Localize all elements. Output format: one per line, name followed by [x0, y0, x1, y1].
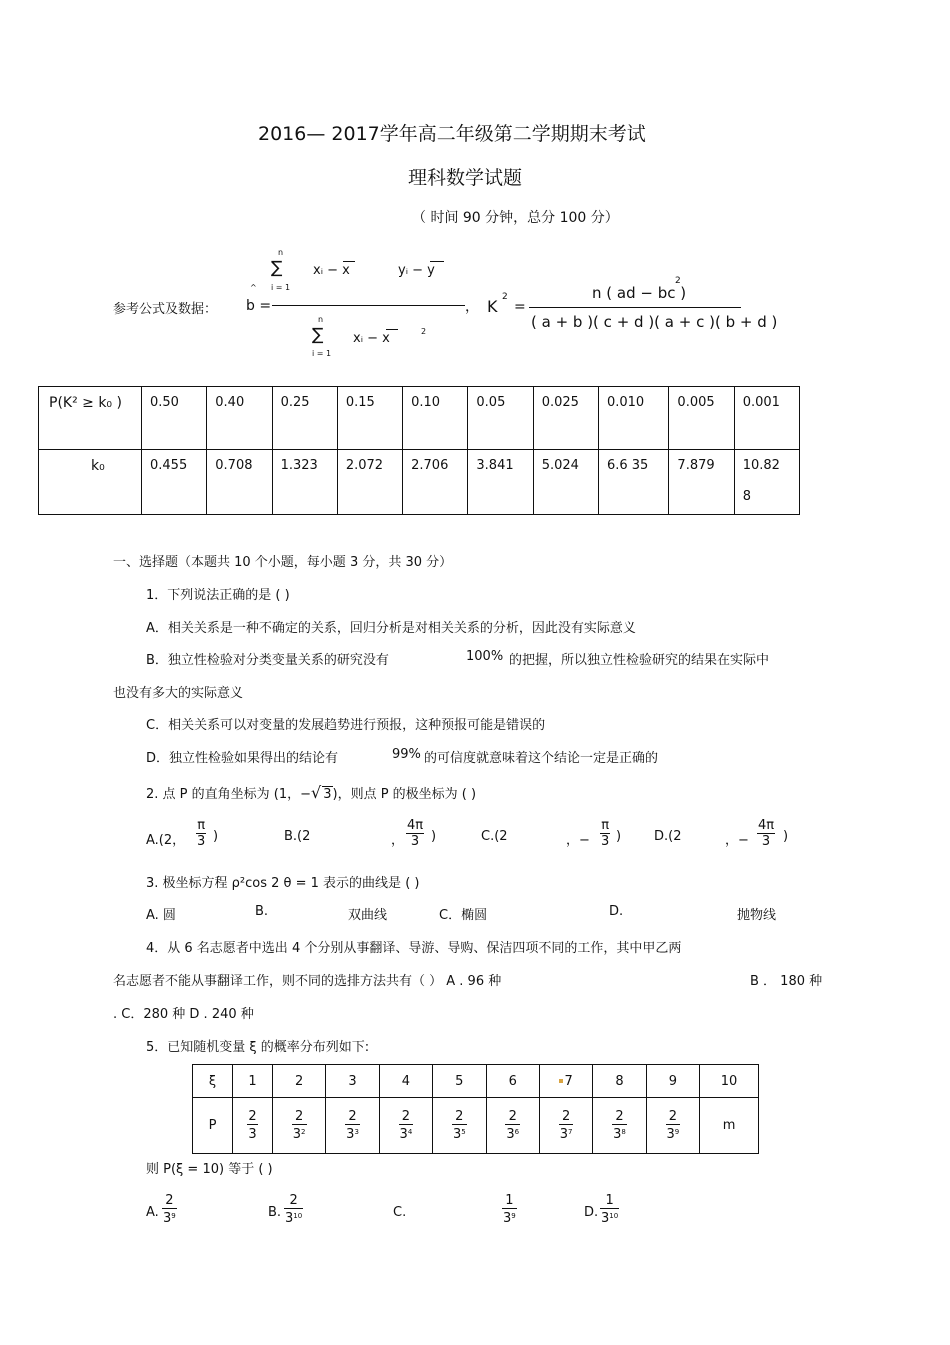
- q3-option-c: C．椭圆: [439, 908, 488, 923]
- b-hat-lhs: b =: [246, 298, 272, 314]
- k-last-value: 10.82: [742, 458, 780, 473]
- q2-option-a: A.(2，: [146, 833, 186, 848]
- exam-title: 2016— 2017学年高二年级第二学期期末考试: [258, 123, 646, 145]
- numerator-y-term: yᵢ − y: [398, 263, 435, 278]
- xi-cell: 10: [700, 1065, 759, 1098]
- xi-cell: 1: [233, 1065, 273, 1098]
- p-cell: 0.025: [533, 387, 598, 450]
- k-cell: 0.455: [142, 450, 207, 515]
- q2-a-close: ): [213, 829, 219, 844]
- den-sum-sign: ∑: [312, 325, 324, 345]
- sum-upper: n: [278, 248, 284, 257]
- q1-option-a: A．相关关系是一种不确定的关系，回归分析是对相关关系的分析，因此没有实际意义: [146, 621, 636, 636]
- q3-option-d: D.: [609, 904, 624, 919]
- k-cell: 7.879: [669, 450, 734, 515]
- denominator-x-term: xᵢ − x: [353, 331, 390, 346]
- marker-dot: [559, 1079, 563, 1083]
- p-cell: 0.010: [598, 387, 668, 450]
- q3-option-b: B.: [255, 904, 269, 919]
- q2-c-close: ): [616, 829, 622, 844]
- q5-question: 则 P(ξ = 10) 等于 ( ): [146, 1162, 273, 1177]
- p-prob-cell: $\frac{2}{3}$: [233, 1098, 273, 1154]
- q2-a-fraction: $\frac{\pi}{3}$: [197, 818, 206, 849]
- q5-b-fraction: $\frac{2}{3^{10}}$: [285, 1193, 303, 1226]
- q1-option-d-percent: 99%: [392, 747, 421, 762]
- critical-value-table: [38, 386, 800, 515]
- q5-option-a: A.: [146, 1205, 159, 1220]
- q3-option-a: A. 圆: [146, 908, 176, 923]
- q4-line3: . C．280 种 D . 240 种: [113, 1007, 254, 1022]
- formula-comma: ，: [465, 299, 479, 315]
- q2-b-comma: ，: [391, 833, 405, 848]
- k-cell-last: [734, 450, 799, 515]
- numerator-x-term: xᵢ − x: [313, 263, 350, 278]
- q1-option-b-cont: 的把握，所以独立性检验研究的结果在实际中: [509, 653, 770, 668]
- q2-option-b: B.(2: [284, 829, 311, 844]
- time-note: （ 时间 90 分钟，总分 100 分）: [412, 210, 619, 226]
- xi-cell: 5: [433, 1065, 486, 1098]
- q1-option-b: B．独立性检验对分类变量关系的研究没有: [146, 653, 389, 668]
- k2-exponent: 2: [502, 292, 508, 302]
- q1-option-d-cont: 的可信度就意味着这个结论一定是正确的: [424, 751, 659, 766]
- k-cell: 2.072: [337, 450, 402, 515]
- k2-equals: =: [514, 299, 526, 315]
- q2-d-comma: ，−: [725, 833, 749, 848]
- q5-option-b: B.: [268, 1205, 282, 1220]
- q3-stem: 3. 极坐标方程 ρ²cos 2 θ = 1 表示的曲线是 ( ): [146, 876, 420, 891]
- p-prob-cell-last: m: [700, 1098, 759, 1154]
- p-cell: 0.50: [142, 387, 207, 450]
- k-last-value-wrap: 8: [742, 489, 751, 504]
- xi-cell: 8: [593, 1065, 646, 1098]
- p-prob-cell: $\frac{2}{3^6}$: [486, 1098, 539, 1154]
- p-prob-cell: $\frac{2}{3^2}$: [272, 1098, 325, 1154]
- p-prob-cell: $\frac{2}{3^7}$: [539, 1098, 592, 1154]
- xi-header: ξ: [193, 1065, 233, 1098]
- q2-sqrt-value: 3: [323, 787, 332, 802]
- section-heading: 一、选择题（本题共 10 个小题，每小题 3 分，共 30 分）: [113, 555, 453, 570]
- p-prob-cell: $\frac{2}{3^3}$: [326, 1098, 379, 1154]
- q2-c-comma: ，−: [566, 833, 590, 848]
- q3-option-d-text: 抛物线: [737, 908, 777, 923]
- p-cell: 0.40: [207, 387, 272, 450]
- k-cell: 3.841: [468, 450, 533, 515]
- xi-cell: 4: [379, 1065, 432, 1098]
- p-cell: 0.05: [468, 387, 533, 450]
- k2-numerator: n ( ad − bc ): [592, 284, 687, 302]
- den-sum-upper: n: [318, 315, 324, 324]
- b-hat-mark: ^: [250, 283, 257, 292]
- q4-line2: 名志愿者不能从事翻译工作，则不同的选排方法共有（ ） A . 96 种: [113, 974, 502, 989]
- xi-cell: 3: [326, 1065, 379, 1098]
- b-fraction-bar: [272, 305, 465, 306]
- q2-b-fraction: $\frac{4\pi}{3}$: [407, 818, 424, 849]
- p-prob-cell: $\frac{2}{3^5}$: [433, 1098, 486, 1154]
- q2-stem-part2: )，则点 P 的极坐标为 ( ): [332, 787, 477, 802]
- k2-denominator: ( a + b )( c + d )( a + c )( b + d ): [531, 313, 778, 331]
- q1-stem: 1．下列说法正确的是 ( ): [146, 588, 290, 603]
- k-cell: 2.706: [403, 450, 468, 515]
- p-prob-cell: $\frac{2}{3^9}$: [646, 1098, 699, 1154]
- q1-option-b-wrap: 也没有多大的实际意义: [113, 686, 244, 701]
- q2-stem: 2. 点 P 的直角坐标为 (1，−√ 3)，则点 P 的极坐标为 ( ): [146, 783, 477, 802]
- k-cell: 5.024: [533, 450, 598, 515]
- sum-lower: i = 1: [271, 283, 291, 292]
- q2-d-fraction: $\frac{4\pi}{3}$: [758, 818, 775, 849]
- k-cell: 0.708: [207, 450, 272, 515]
- q2-option-c: C.(2: [481, 829, 508, 844]
- formula-label: 参考公式及数据：: [113, 302, 218, 317]
- y-bar: [430, 261, 444, 262]
- p-cell: 0.10: [403, 387, 468, 450]
- den-x-bar: [386, 329, 398, 330]
- exam-subtitle: 理科数学试题: [408, 167, 523, 189]
- distribution-table: [192, 1064, 759, 1154]
- q5-option-c: C.: [393, 1205, 407, 1220]
- q2-c-fraction: $\frac{\pi}{3}$: [601, 818, 610, 849]
- xi-cell: 9: [646, 1065, 699, 1098]
- den-sum-lower: i = 1: [312, 349, 332, 358]
- den-square: 2: [421, 327, 427, 336]
- xi-cell: 7: [539, 1065, 592, 1098]
- p-cell: 0.001: [734, 387, 799, 450]
- xi-cell: 6: [486, 1065, 539, 1098]
- q2-option-d: D.(2: [654, 829, 682, 844]
- q4-option-b: B ． 180 种: [750, 974, 823, 989]
- q2-d-close: ): [783, 829, 789, 844]
- q1-option-b-percent: 100%: [466, 649, 504, 664]
- k2-lhs: K: [487, 297, 498, 316]
- q5-option-d: D.: [584, 1205, 599, 1220]
- p-prob-cell: $\frac{2}{3^8}$: [593, 1098, 646, 1154]
- q2-stem-part1: 2. 点 P 的直角坐标为 (1，−: [146, 787, 312, 802]
- p-header: P: [193, 1098, 233, 1154]
- q5-stem: 5．已知随机变量 ξ 的概率分布列如下:: [146, 1040, 370, 1055]
- p-cell: 0.15: [337, 387, 402, 450]
- q2-b-close: ): [431, 829, 437, 844]
- table-row-header-p: P(K² ≥ k₀ ): [39, 387, 142, 450]
- q5-c-fraction: $\frac{1}{3^9}$: [503, 1193, 516, 1226]
- k-cell: 6.6 35: [598, 450, 668, 515]
- q1-option-c: C．相关关系可以对变量的发展趋势进行预报，这种预报可能是错误的: [146, 718, 546, 733]
- sum-sign: ∑: [271, 258, 283, 278]
- k2-numerator-square: 2: [675, 276, 681, 286]
- p-cell: 0.005: [669, 387, 734, 450]
- q1-option-d: D．独立性检验如果得出的结论有: [146, 751, 339, 766]
- q4-line1: 4．从 6 名志愿者中选出 4 个分别从事翻译、导游、导购、保洁四项不同的工作，其中甲乙两: [146, 941, 682, 956]
- q3-option-b-text: 双曲线: [348, 908, 388, 923]
- k2-fraction-bar: [529, 307, 741, 308]
- x-bar: [343, 261, 355, 262]
- p-cell: 0.25: [272, 387, 337, 450]
- q5-a-fraction: $\frac{2}{3^9}$: [163, 1193, 176, 1226]
- p-prob-cell: $\frac{2}{3^4}$: [379, 1098, 432, 1154]
- table-row-header-k: k₀: [39, 450, 142, 515]
- q5-d-fraction: $\frac{1}{3^{10}}$: [601, 1193, 619, 1226]
- xi-cell: 2: [272, 1065, 325, 1098]
- k-cell: 1.323: [272, 450, 337, 515]
